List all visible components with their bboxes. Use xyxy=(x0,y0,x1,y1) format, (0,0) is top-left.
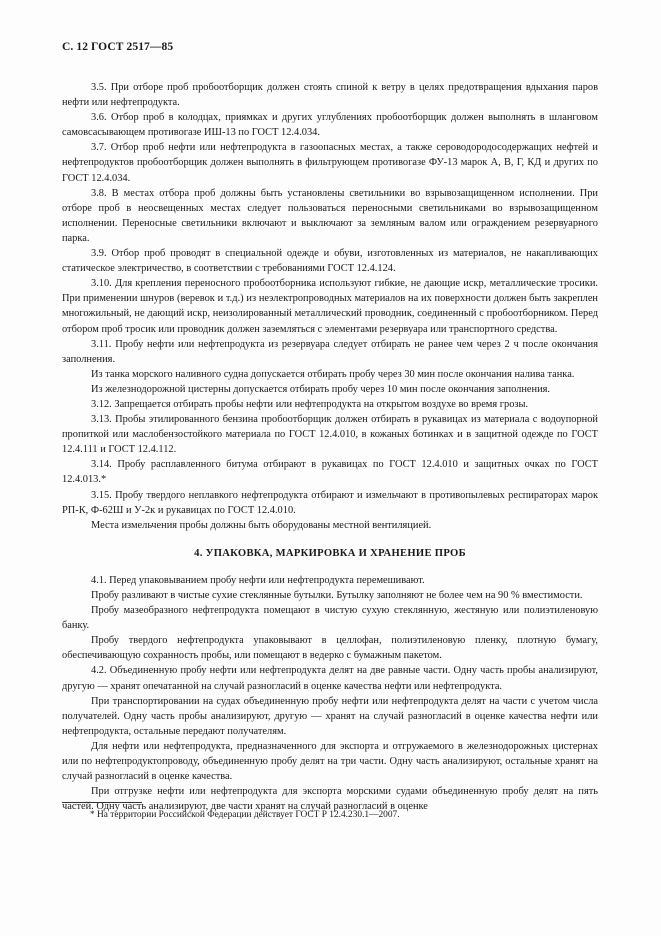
paragraph: 4.2. Объединенную пробу нефти или нефтепродукта делят на две равные части. Одну часть пробы анализируют, другую — хранят опечатанной на случай разногласий в оценке качества нефти или нефтепродукта. xyxy=(62,665,598,692)
paragraph: При отгрузке нефти или нефтепродукта для экспорта морскими судами объединенную пробу делят на пять частей. Одну часть анализируют, две части хранят на случай разногласий в оценке xyxy=(62,786,598,813)
paragraph: 3.12. Запрещается отбирать пробы нефти или нефтепродукта на открытом воздухе во время грозы. xyxy=(91,398,529,410)
paragraph: Пробу твердого нефтепродукта упаковывают в целлофан, полиэтиленовую пленку, плотную бумагу, обеспечивающую сохранность пробы, или помещают в ведерко с бумажным пакетом. xyxy=(62,635,598,662)
section-title: 4. УПАКОВКА, МАРКИРОВКА И ХРАНЕНИЕ ПРОБ xyxy=(194,547,466,559)
paragraph: 3.13. Пробы этилированного бензина пробоотборщик должен отбирать в рукавицах из материала с водоупорной пропиткой или маслобензостойкого материала по ГОСТ 12.4.010, в кожаных ботинках и в защитной одежде по ГОСТ 12.4.111 и ГОСТ 12.4.112. xyxy=(62,414,598,456)
paragraph: Места измельчения пробы должны быть оборудованы местной вентиляцией. xyxy=(91,519,432,531)
paragraph: 3.9. Отбор проб проводят в специальной одежде и обуви, изготовленных из материалов, не накапливающих статическое электричество, в соответствии с требованиями ГОСТ 12.4.124. xyxy=(62,248,598,275)
paragraph: Для нефти или нефтепродукта, предназначенного для экспорта и отгружаемого в железнодорожных цистернах или по нефтепродуктопроводу, объединенную пробу делят на три части. Одну часть анализируют, остальные хранят на случай разногласий в оценке качества. xyxy=(62,740,598,783)
paragraph: 3.10. Для крепления переносного пробоотборника используют гибкие, не дающие искр, металлические тросики. При применении шнуров (веревок и т.д.) из неэлектропроводных материалов на их поверхности должен быть закреплен многожильный, не дающий искр, неизолированный металлический проводник, соединенный с пробоотборником. Перед отбором проб тросик или проводник должен заземляться с элементами резервуара или транспортного средства. xyxy=(62,278,598,335)
paragraph: 3.11. Пробу нефти или нефтепродукта из резервуара следует отбирать не ранее чем через 2 ч после окончания заполнения. xyxy=(62,338,598,365)
paragraph: Из танка морского наливного судна допускается отбирать пробу через 30 мин после окончания налива танка. xyxy=(91,368,575,380)
paragraph: 3.6. Отбор проб в колодцах, приямках и других углублениях пробоотборщик должен выполнять в шланговом самовсасывающем противогазе ИШ-13 по ГОСТ 12.4.034. xyxy=(62,112,598,139)
paragraph: 3.14. Пробу расплавленного битума отбирают в рукавицах по ГОСТ 12.4.010 и защитных очках по ГОСТ 12.4.013.* xyxy=(62,459,598,486)
paragraph: 3.5. При отборе проб пробоотборщик должен стоять спиной к ветру в целях предотвращения вдыхания паров нефти или нефтепродукта. xyxy=(62,82,598,109)
paragraph: 3.8. В местах отбора проб должны быть установлены светильники во взрывозащищенном исполнении. При отборе проб в неосвещенных местах следует пользоваться переносными светильниками во взрывозащищенном исполнении. Переносные светильники включают и выключают за земляным валом или ограждением резервуарного парка. xyxy=(62,187,598,244)
footnote: * На территории Российской Федерации действует ГОСТ Р 12.4.230.1—2007. xyxy=(90,810,400,820)
paragraph: Из железнодорожной цистерны допускается отбирать пробу через 10 мин после окончания заполнения. xyxy=(91,383,551,395)
paragraph: Пробу мазеобразного нефтепродукта помещают в чистую сухую стеклянную, жестяную или полиэтиленовую банку. xyxy=(62,605,598,632)
footnote-divider xyxy=(62,802,142,803)
paragraph: При транспортировании на судах объединенную пробу нефти или нефтепродукта делят на части с учетом числа получателей. Одну часть пробы анализируют, другую — хранят на случай разногласий в оценке качества нефти или нефтепродукта, остальные передают получателям. xyxy=(62,695,598,737)
paragraph: Пробу разливают в чистые сухие стеклянные бутылки. Бутылку заполняют не более чем на 90 % вместимости. xyxy=(91,590,583,601)
paragraph: 4.1. Перед упаковыванием пробу нефти или нефтепродукта перемешивают. xyxy=(91,574,425,586)
paragraph: 3.7. Отбор проб нефти или нефтепродукта в газоопасных местах, а также сероводородосодержащих нефтей и нефтепродуктов пробоотборщик должен выполнять в фильтрующем противогазе ФУ-13 марок А, В, Г, КД и других по ГОСТ 12.4.034. xyxy=(62,142,598,184)
body-text xyxy=(62,80,598,814)
page-header: С. 12 ГОСТ 2517—85 xyxy=(62,41,174,53)
paragraph: 3.15. Пробу твердого неплавкого нефтепродукта отбирают и измельчают в противопылевых респираторах марок РП-К, Ф-62Ш и У-2к и рукавицах по ГОСТ 12.4.010. xyxy=(62,489,598,516)
